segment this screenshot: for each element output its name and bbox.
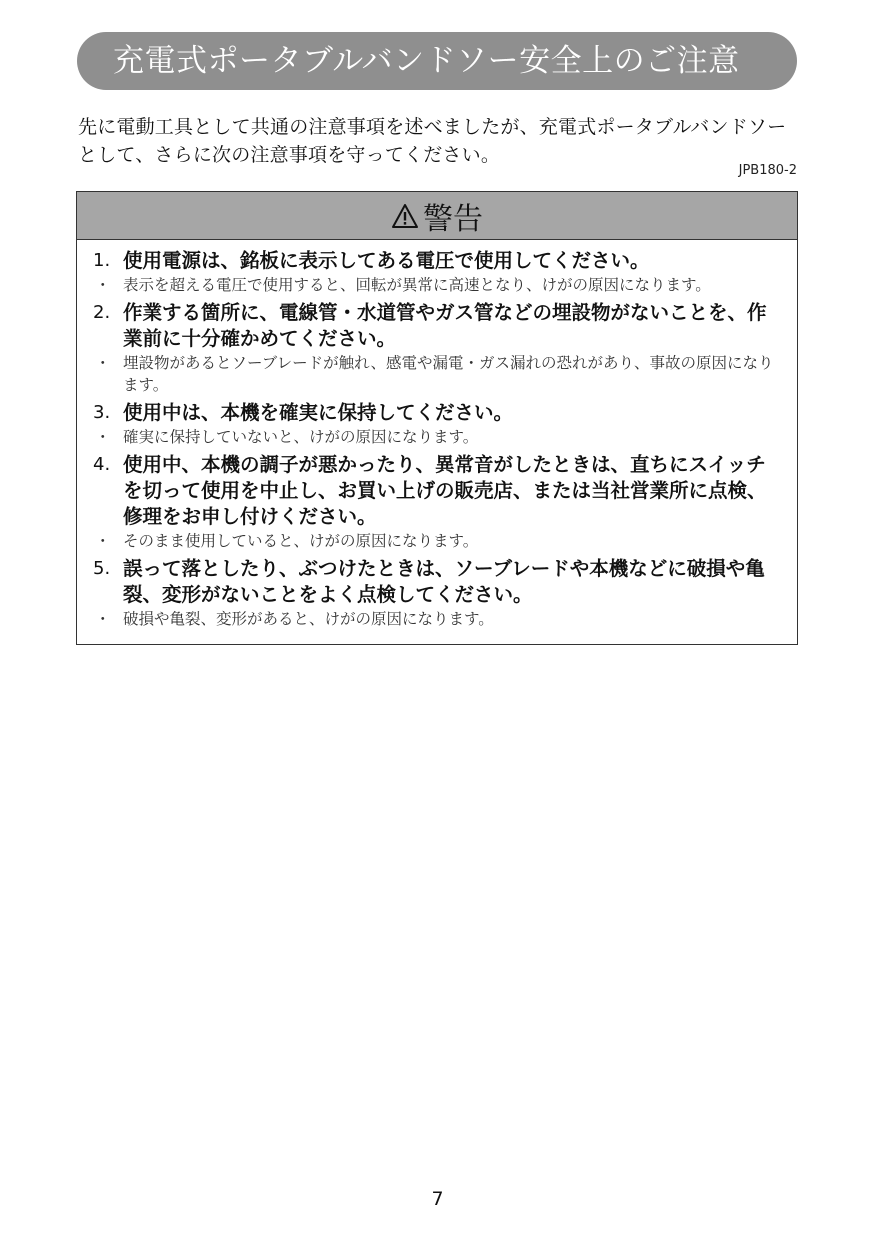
- item-instruction: 誤って落としたり、ぶつけたときは、ソーブレードや本機などに破損や亀裂、変形がないことをよく点検してください。: [123, 557, 765, 606]
- warning-item-note: [93, 608, 779, 630]
- section-title-banner: [77, 32, 797, 90]
- intro-paragraph: 先に電動工具として共通の注意事項を述べましたが、充電式ポータブルバンドソーとして、さらに次の注意事項を守ってください。: [78, 116, 787, 166]
- item-number: 4.: [93, 454, 111, 475]
- item-note-text: 埋設物があるとソーブレードが触れ、感電や漏電・ガス漏れの恐れがあり、事故の原因になります。: [123, 354, 774, 394]
- item-number: 5.: [93, 558, 111, 579]
- warning-item-note: [93, 426, 779, 448]
- item-instruction: 使用電源は、銘板に表示してある電圧で使用してください。: [123, 249, 650, 272]
- warning-item: [93, 452, 779, 530]
- warning-item-note: [93, 530, 779, 552]
- warning-item-note: [93, 274, 779, 296]
- warning-item: [93, 400, 779, 426]
- warning-item: [93, 248, 779, 274]
- item-note-text: そのまま使用していると、けがの原因になります。: [123, 532, 479, 550]
- item-instruction: 使用中、本機の調子が悪かったり、異常音がしたときは、直ちにスイッチを切って使用を中止し、お買い上げの販売店、または当社営業所に点検、修理をお申し付けください。: [123, 453, 767, 528]
- warning-list: [77, 240, 797, 630]
- note-bullet: ・: [95, 610, 111, 628]
- warning-header: [77, 192, 797, 240]
- warning-item: [93, 556, 779, 608]
- item-note-text: 表示を超える電圧で使用すると、回転が異常に高速となり、けがの原因になります。: [123, 276, 711, 294]
- page-number: 7: [431, 1188, 444, 1210]
- document-code: JPB180-2: [738, 163, 797, 178]
- warning-title: 警告: [423, 201, 483, 237]
- section-title: 充電式ポータブルバンドソー安全上のご注意: [113, 43, 740, 79]
- note-bullet: ・: [95, 428, 111, 446]
- note-bullet: ・: [95, 276, 111, 294]
- item-instruction: 作業する箇所に、電線管・水道管やガス管などの埋設物がないことを、作業前に十分確かめてください。: [123, 301, 767, 350]
- item-number: 3.: [93, 402, 111, 423]
- item-number: 1.: [93, 250, 111, 271]
- warning-box: [76, 191, 798, 645]
- warning-item: [93, 300, 779, 352]
- item-number: 2.: [93, 302, 111, 323]
- item-note-text: 破損や亀裂、変形があると、けがの原因になります。: [123, 610, 494, 628]
- note-bullet: ・: [95, 532, 111, 550]
- note-bullet: ・: [95, 354, 111, 372]
- item-instruction: 使用中は、本機を確実に保持してください。: [123, 401, 514, 424]
- warning-item-note: [93, 352, 779, 396]
- warning-triangle-icon: [391, 203, 419, 229]
- item-note-text: 確実に保持していないと、けがの原因になります。: [123, 428, 479, 446]
